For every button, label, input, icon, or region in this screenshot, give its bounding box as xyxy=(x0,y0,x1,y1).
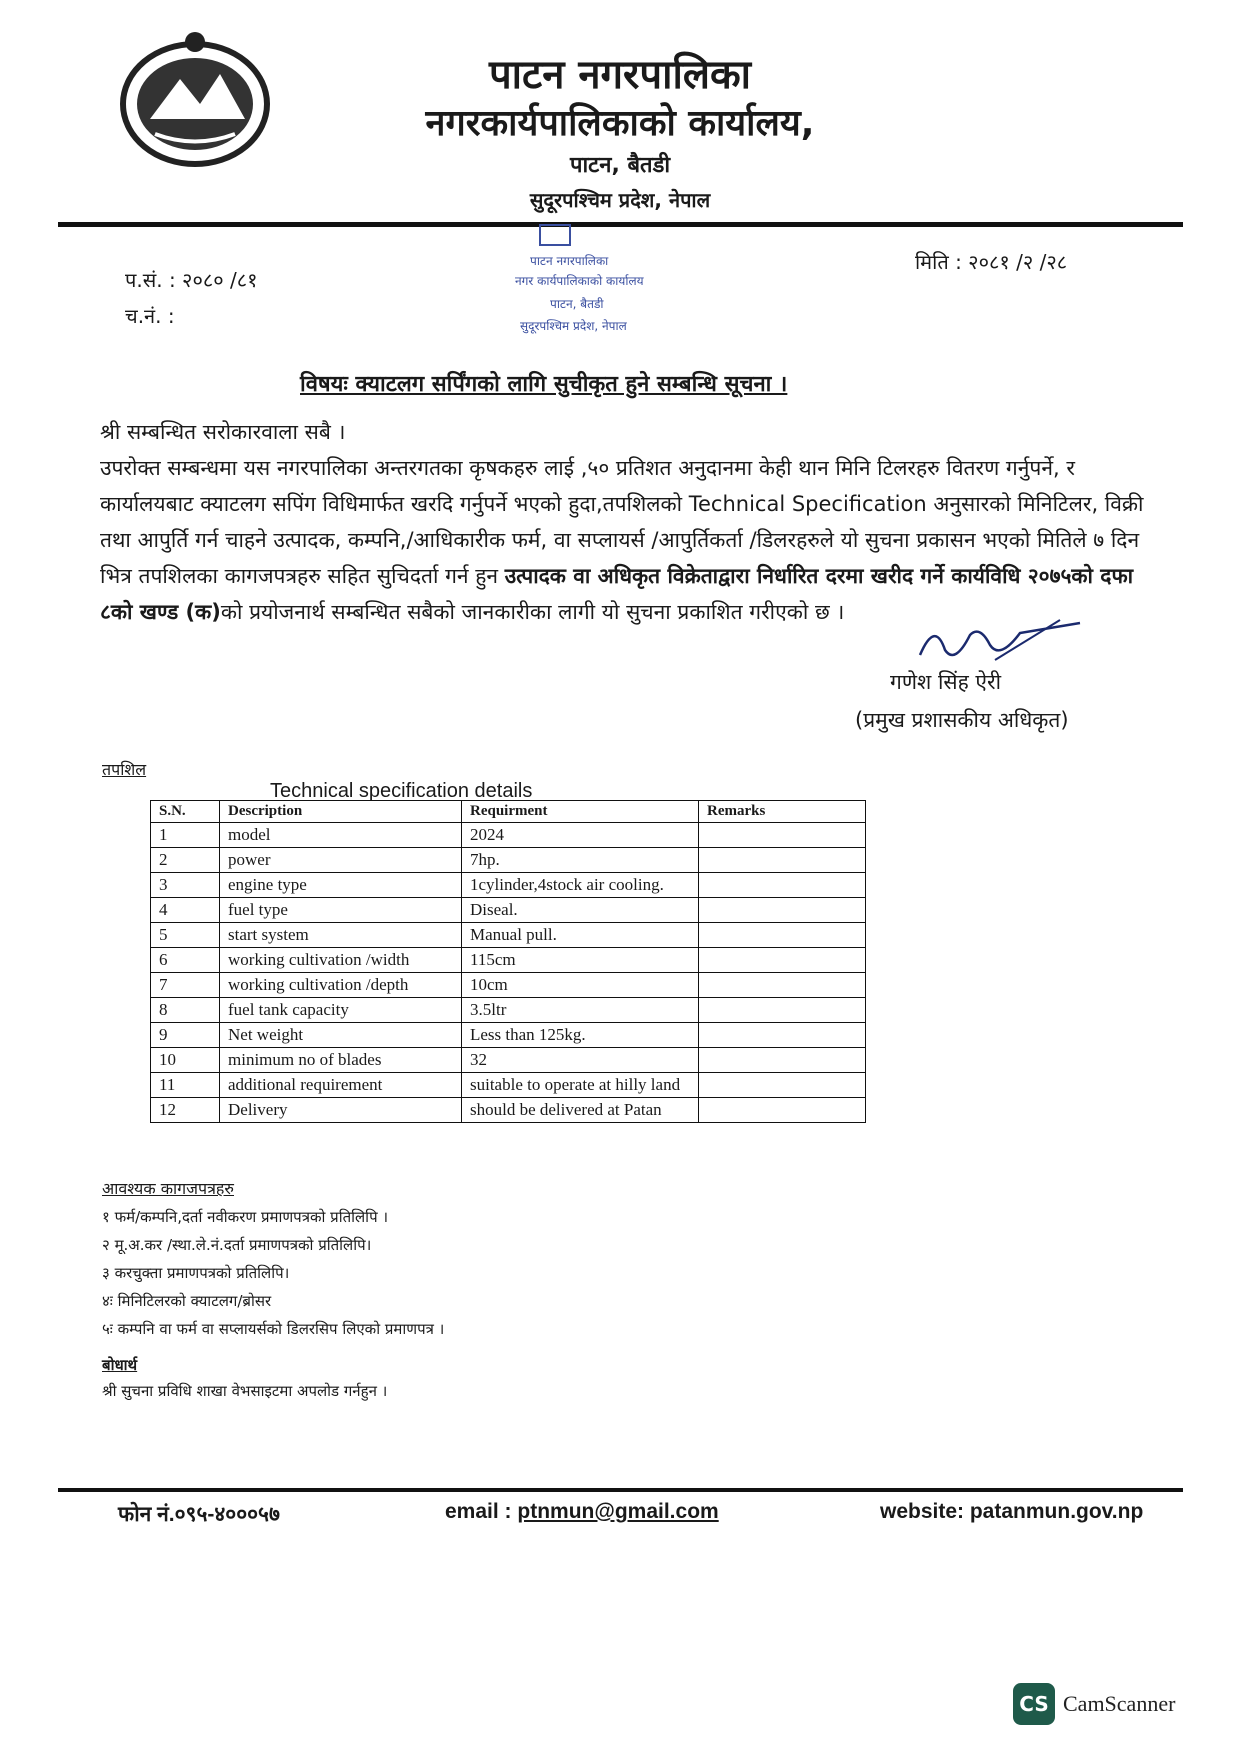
footer-email xyxy=(445,1500,719,1524)
cell-sn: 11 xyxy=(151,1073,220,1098)
cell-description: additional requirement xyxy=(220,1073,462,1098)
cell-remarks xyxy=(699,973,866,998)
cell-sn: 9 xyxy=(151,1023,220,1048)
camscanner-watermark xyxy=(1013,1684,1203,1724)
office-header xyxy=(300,50,940,216)
spec-table-title: Technical specification details xyxy=(270,780,533,802)
camscanner-logo-icon: CS xyxy=(1013,1683,1055,1725)
cell-requirement: should be delivered at Patan xyxy=(462,1098,699,1123)
cell-sn: 5 xyxy=(151,923,220,948)
col-header-remarks: Remarks xyxy=(699,801,866,823)
cell-requirement: 3.5ltr xyxy=(462,998,699,1023)
footer-phone: फोन नं.०९५-४०००५७ xyxy=(118,1503,280,1526)
cell-description: working cultivation /depth xyxy=(220,973,462,998)
tapasil-label: तपशिल xyxy=(102,760,147,779)
cell-requirement: 2024 xyxy=(462,823,699,848)
cell-requirement: Manual pull. xyxy=(462,923,699,948)
office-location: पाटन, बैतडी xyxy=(569,153,671,178)
cell-requirement: 1cylinder,4stock air cooling. xyxy=(462,873,699,898)
cell-remarks xyxy=(699,998,866,1023)
document-item: ३ करचुक्ता प्रमाणपत्रको प्रतिलिपि। xyxy=(102,1264,290,1282)
svg-text:सुदूरपश्चिम प्रदेश, नेपाल: सुदूरपश्चिम प्रदेश, नेपाल xyxy=(520,319,627,333)
cell-sn: 7 xyxy=(151,973,220,998)
salutation: श्री सम्बन्धित सरोकारवाला सबै । xyxy=(100,420,346,444)
cell-sn: 4 xyxy=(151,898,220,923)
body-text-part1: उपरोक्त सम्बन्धमा यस नगरपालिका अन्तरगतका कृषकहरु लाई ,५० प्रतिशत अनुदानमा केही थान मिनि टिलरहरु वितरण गर्नुपर्ने, र कार्यालयबाट क्याटलग सपिंग विधिमार्फत खरदि गर्नुपर्ने भएको हुदा,तपशिलको Technical Specification अनुसारको मिनिटिलर, विक्री तथा आपुर्ति गर्न चाहने उत्पादक, कम्पनि,/आधिकारीक फर्म, वा सप्लायर्स /आपुर्तिकर्ता /डिलरहरुले यो सुचना प्रकासन भएको मितिले ७ दिन भित्र तपशिलका कागजपत्रहरु सहित सुचिदर्ता गर्न हुन xyxy=(100,456,1144,588)
table-row xyxy=(151,1048,866,1073)
document-item: ५ः कम्पनि वा फर्म वा सप्लायर्सको डिलरसिप लिएको प्रमाणपत्र । xyxy=(102,1320,445,1338)
svg-text:पाटन, बैतडी: पाटन, बैतडी xyxy=(550,297,604,311)
table-row xyxy=(151,823,866,848)
nepal-emblem-logo xyxy=(110,24,280,174)
bodharth-section xyxy=(102,1352,387,1404)
cell-remarks xyxy=(699,923,866,948)
table-row xyxy=(151,1098,866,1123)
table-row xyxy=(151,948,866,973)
table-row xyxy=(151,998,866,1023)
office-name: नगरकार्यपालिकाको कार्यालय, xyxy=(425,103,815,144)
bodharth-text: श्री सुचना प्रविधि शाखा वेभसाइटमा अपलोड गर्नहुन । xyxy=(102,1382,388,1400)
cell-description: engine type xyxy=(220,873,462,898)
cell-description: model xyxy=(220,823,462,848)
cell-remarks xyxy=(699,823,866,848)
cell-sn: 6 xyxy=(151,948,220,973)
spec-table xyxy=(150,800,866,1123)
bodharth-heading: बोधार्थ xyxy=(102,1356,138,1374)
cell-remarks xyxy=(699,1048,866,1073)
footer-website[interactable]: website: patanmun.gov.np xyxy=(880,1500,1144,1523)
notice-subject: विषयः क्याटलग सर्पिंगको लागि सुचीकृत हुने सम्बन्धि सूचना । xyxy=(300,372,788,397)
footer-email-link[interactable]: ptnmun@gmail.com xyxy=(517,1500,719,1523)
municipality-name: पाटन नगरपालिका xyxy=(488,52,752,98)
signatory-title: (प्रमुख प्रशासकीय अधिकृत) xyxy=(855,708,1069,732)
cell-description: fuel tank capacity xyxy=(220,998,462,1023)
document-item: १ फर्म/कम्पनि,दर्ता नवीकरण प्रमाणपत्रको प्रतिलिपि । xyxy=(102,1208,389,1226)
table-row xyxy=(151,1073,866,1098)
cell-remarks xyxy=(699,1098,866,1123)
footer-email-label: email : xyxy=(445,1500,518,1523)
table-row xyxy=(151,1023,866,1048)
cell-remarks xyxy=(699,898,866,923)
cell-sn: 8 xyxy=(151,998,220,1023)
cell-description: Net weight xyxy=(220,1023,462,1048)
table-row xyxy=(151,973,866,998)
body-text-bold: उत्पादक वा अधिकृत विक्रेताद्वारा निर्धारित दरमा खरीद गर्ने कार्यविधि २०७५को दफा ८को खण्ड (क) xyxy=(100,564,1134,624)
cell-requirement: 10cm xyxy=(462,973,699,998)
col-header-requirement: Requirment xyxy=(462,801,699,823)
cell-description: fuel type xyxy=(220,898,462,923)
cell-sn: 2 xyxy=(151,848,220,873)
cell-remarks xyxy=(699,848,866,873)
cell-description: start system xyxy=(220,923,462,948)
cell-remarks xyxy=(699,873,866,898)
cell-requirement: 7hp. xyxy=(462,848,699,873)
cell-description: power xyxy=(220,848,462,873)
table-row xyxy=(151,898,866,923)
cell-remarks xyxy=(699,1073,866,1098)
notice-date: मिति : २०८१ /२ /२८ xyxy=(915,250,1068,274)
svg-text:पाटन नगरपालिका: पाटन नगरपालिका xyxy=(530,254,609,268)
cell-requirement: 115cm xyxy=(462,948,699,973)
table-row xyxy=(151,923,866,948)
required-documents-heading: आवश्यक कागजपत्रहरु xyxy=(102,1179,234,1198)
cell-requirement: Diseal. xyxy=(462,898,699,923)
cell-requirement: suitable to operate at hilly land xyxy=(462,1073,699,1098)
office-province: सुदूरपश्चिम प्रदेश, नेपाल xyxy=(529,188,711,212)
cell-sn: 10 xyxy=(151,1048,220,1073)
cell-description: Delivery xyxy=(220,1098,462,1123)
notice-body xyxy=(100,414,1150,630)
cell-requirement: Less than 125kg. xyxy=(462,1023,699,1048)
handwritten-signature xyxy=(900,615,1100,675)
cell-description: minimum no of blades xyxy=(220,1048,462,1073)
table-row xyxy=(151,873,866,898)
cell-description: working cultivation /width xyxy=(220,948,462,973)
svg-text:नगर कार्यपालिकाको कार्यालय: नगर कार्यपालिकाको कार्यालय xyxy=(515,274,644,288)
cell-sn: 1 xyxy=(151,823,220,848)
reference-number: प.सं. : २०८० /८१ xyxy=(125,268,258,292)
table-row xyxy=(151,848,866,873)
spec-table-header-row xyxy=(151,801,866,823)
cell-sn: 12 xyxy=(151,1098,220,1123)
dispatch-number: च.नं. : xyxy=(125,304,175,328)
body-text-part2: को प्रयोजनार्थ सम्बन्धित सबैको जानकारीका लागी यो सुचना प्रकाशित गरीएको छ । xyxy=(220,600,845,624)
camscanner-text: CamScanner xyxy=(1063,1691,1176,1716)
footer-rule xyxy=(58,1488,1183,1492)
cell-remarks xyxy=(699,1023,866,1048)
cell-requirement: 32 xyxy=(462,1048,699,1073)
document-item: ४ः मिनिटिलरको क्याटलग/ब्रोसर xyxy=(102,1292,272,1310)
signatory-name: गणेश सिंह ऐरी xyxy=(890,670,1002,694)
office-stamp xyxy=(510,220,680,350)
cell-remarks xyxy=(699,948,866,973)
required-documents xyxy=(102,1175,444,1343)
document-item: २ मू.अ.कर /स्था.ले.नं.दर्ता प्रमाणपत्रको प्रतिलिपि। xyxy=(102,1236,372,1254)
col-header-sn: S.N. xyxy=(151,801,220,823)
col-header-description: Description xyxy=(220,801,462,823)
cell-sn: 3 xyxy=(151,873,220,898)
